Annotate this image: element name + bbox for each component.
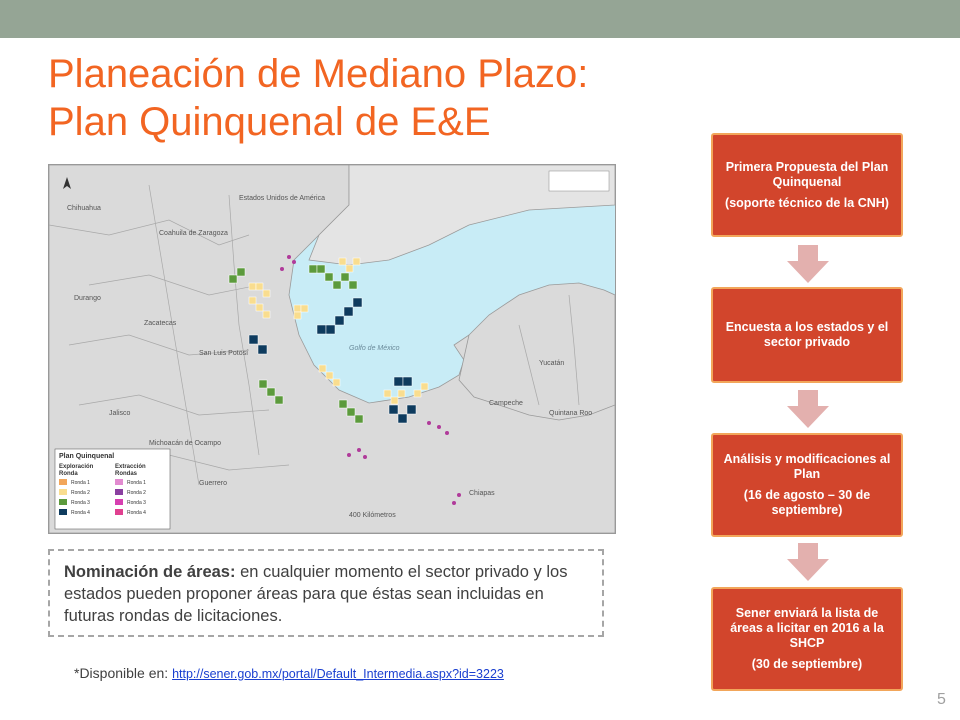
legend-exp-3: Ronda 3 [71, 500, 90, 506]
page-number: 5 [937, 691, 946, 708]
label-yucatan: Yucatán [539, 360, 565, 367]
flow-step-4-main: Sener enviará la lista de áreas a licitar en 2016 a la SHCP [730, 606, 884, 650]
footnote-link[interactable]: http://sener.gob.mx/portal/Default_Intermedia.aspx?id=3223 [172, 667, 504, 681]
label-qroo: Quintana Roo [549, 410, 593, 417]
top-bar [0, 0, 960, 38]
footnote-prefix: *Disponible en: [74, 665, 173, 681]
flow-arrow-3-icon [787, 543, 829, 581]
flow-arrow-1-icon [787, 245, 829, 283]
label-usa: Estados Unidos de América [239, 195, 325, 202]
legend-exp-1: Ronda 1 [71, 480, 90, 486]
legend-col1-header: Exploración [59, 464, 94, 470]
map-legend [55, 449, 170, 529]
legend-exp-4: Ronda 4 [71, 510, 90, 516]
legend-ext-3: Ronda 3 [127, 500, 146, 506]
label-michoacan: Michoacán de Ocampo [149, 440, 221, 447]
footnote [74, 665, 504, 681]
label-coahuila: Coahuila de Zaragoza [159, 230, 228, 237]
slide-title [48, 50, 688, 146]
label-gulf: Golfo de México [349, 345, 400, 352]
flow-step-1-sub: (soporte técnico de la CNH) [725, 195, 889, 210]
legend-col2-header: Extracción [115, 464, 146, 470]
flow-step-3 [711, 433, 903, 537]
flow-step-3-sub: (16 de agosto – 30 de septiembre) [743, 488, 871, 517]
sener-logo [549, 171, 609, 191]
nomination-note [48, 549, 604, 637]
legend-ext-4: Ronda 4 [127, 510, 146, 516]
flow-step-3-main: Análisis y modificaciones al Plan [723, 452, 891, 481]
label-jalisco: Jalisco [109, 410, 131, 417]
flow-step-2-main: Encuesta a los estados y el sector privado [725, 320, 889, 349]
map-svg [49, 165, 615, 533]
legend-title: Plan Quinquenal [59, 453, 115, 460]
title-line-2: Plan Quinquenal de E&E [48, 100, 491, 144]
label-campeche: Campeche [489, 400, 523, 407]
flow-arrow-2-icon [787, 390, 829, 428]
flow-step-1 [711, 133, 903, 237]
label-chiapas: Chiapas [469, 490, 495, 497]
label-guerrero: Guerrero [199, 480, 228, 487]
nomination-bold: Nominación de áreas: [64, 563, 236, 581]
label-chihuahua: Chihuahua [67, 205, 101, 212]
label-scale: 400 Kilómetros [349, 512, 396, 519]
legend-col2-sub: Rondas [115, 471, 138, 477]
label-slp: San Luis Potosí [199, 350, 249, 357]
flow-step-4 [711, 587, 903, 691]
title-line-1: Planeación de Mediano Plazo: [48, 52, 589, 96]
flow-step-1-main: Primera Propuesta del Plan Quinquenal [725, 159, 889, 189]
legend-col1-sub: Ronda [59, 471, 78, 477]
legend-ext-2: Ronda 2 [127, 490, 146, 496]
label-durango: Durango [74, 295, 101, 302]
plan-quinquenal-map [48, 164, 616, 534]
flow-step-4-sub: (30 de septiembre) [751, 657, 863, 671]
label-zacatecas: Zacatecas [144, 320, 177, 327]
nomination-text: en cualquier momento el sector privado y los estados pueden proponer áreas para que éstas sean incluidas en futuras rondas de licitaciones. [64, 563, 568, 625]
legend-ext-1: Ronda 1 [127, 480, 146, 486]
legend-exp-2: Ronda 2 [71, 490, 90, 496]
flow-step-2 [711, 287, 903, 383]
